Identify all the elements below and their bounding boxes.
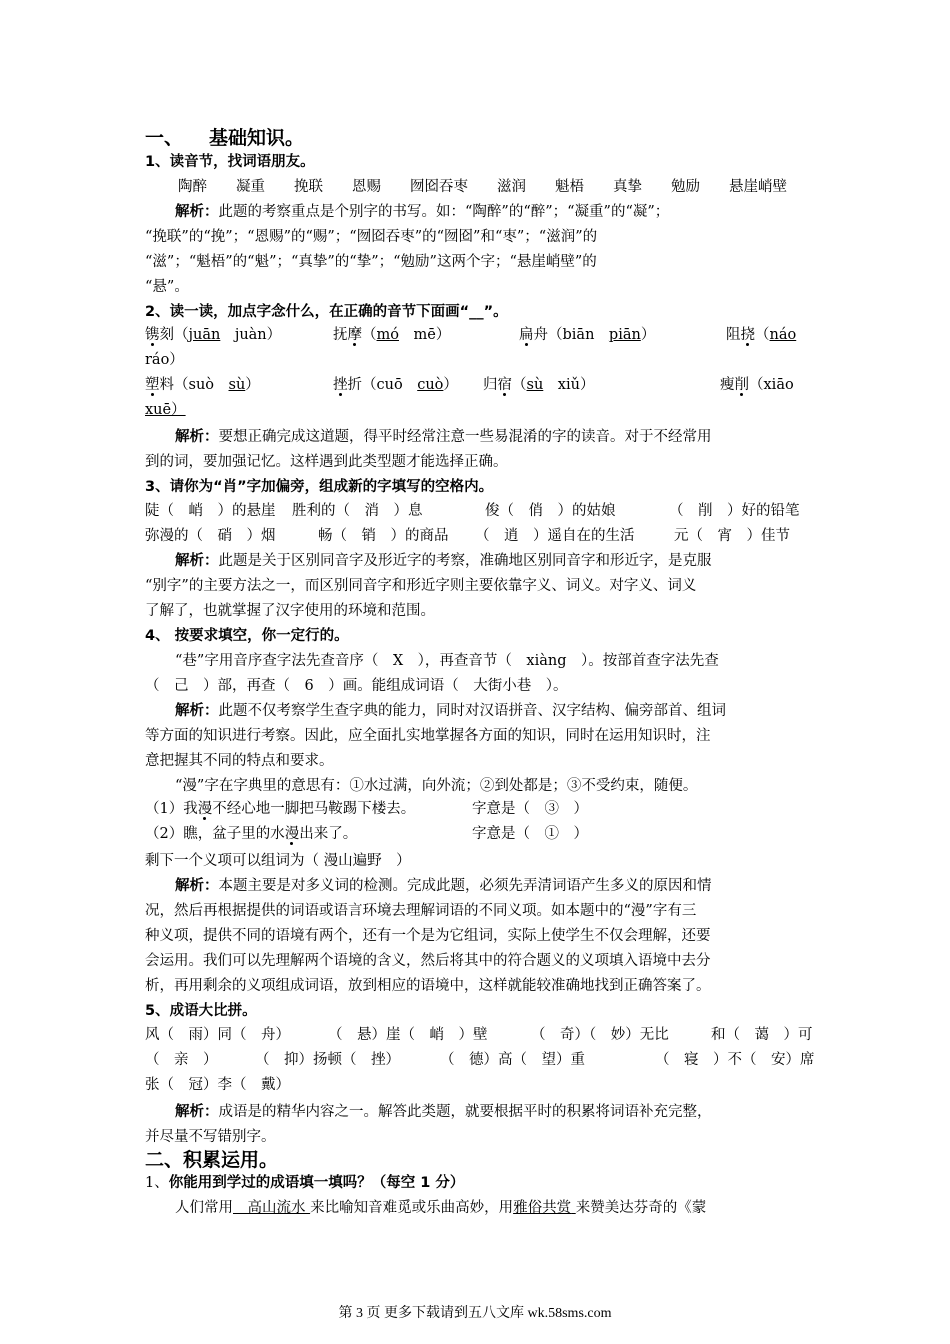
pinyin-item: 瘦削（xiāo [720,377,794,393]
analysis-label: 解析： [175,553,219,569]
pinyin-item: 阻挠（náo [726,327,797,343]
question-title: 3、请你为“肖”字加偏旁，组成新的字填写的空格内。 [145,479,494,495]
section-number: 一、 [145,127,184,149]
analysis-text: 并尽量不写错别字。 [145,1129,276,1145]
fill-item: 元（ 宵 ）佳节 [674,528,790,544]
idiom-item: （ 寝 ）不（ 安）席 [655,1052,815,1068]
fill-item: （ 削 ）好的铅笔 [669,503,800,519]
fill-item: 胜利的（ 消 ）息 [292,503,423,519]
analysis-text: 析，再用剩余的义项组成词语，放到相应的语境中，这样就能较准确地找到正确答案了。 [145,978,711,994]
analysis-text: “挽联”的“挽”；“恩赐”的“赐”；“囫囵吞枣”的“囫囵”和“枣”；“滋润”的 [145,229,598,245]
question-text: “巷”字用音序查字法先查音序（ X ），再查音节（ xiàng ）。按部首查字法先查 [175,653,719,669]
analysis-text: 此题不仅考察学生查字典的能力，同时对汉语拼音、汉字结构、偏旁部首、组词 [218,703,726,719]
idiom-item: （ 亲 ） [145,1052,218,1068]
section-heading [145,126,810,150]
idiom-item: （ 抑）扬顿（ 挫） [255,1052,400,1068]
question-title: 5、成语大比拼。 [145,1003,257,1019]
fill-item: （ 逍 ）遥自在的生活 [475,528,635,544]
analysis-label: 解析： [175,429,219,445]
analysis-paragraph [145,551,810,571]
pinyin-item: 塑料（suò sù） [145,377,260,393]
analysis-text: 了解了，也就掌握了汉字使用的环境和范围。 [145,603,435,619]
answer-blank: 雅俗共赏 [513,1200,572,1216]
question-text: “漫”字在字典里的意思有：①水过满，向外流；②到处都是；③不受约束，随便。 [175,778,698,794]
analysis-text: 要想正确完成这道题，得平时经常注意一些易混淆的字的读音。对于不经常用 [218,429,712,445]
page-footer: 第 3 页 更多下载请到五八文库 wk.58sms.com [338,1306,612,1321]
analysis-text: 等方面的知识进行考察。因此，应全面扎实地掌握各方面的知识，同时在运用知识时，注 [145,728,711,744]
word-item: 魁梧 [555,179,584,195]
pinyin-item: 镌刻（juān juàn） [145,327,282,343]
fill-item: 弥漫的（ 硝 ）烟 [145,528,276,544]
fill-item: 畅（ 销 ）的商品 [318,528,449,544]
pinyin-wrap: ráo） [145,352,184,368]
sentence-row: （1）我漫不经心地一脚把马鞍踢下楼去。 字意是（ ③ ） [145,801,588,817]
sentence-row: （2）瞧，盆子里的水漫出来了。 字意是（ ① ） [145,826,588,842]
analysis-label: 解析： [175,1104,219,1120]
answer-blank: 高山流水 [233,1200,306,1216]
analysis-text: “滋”；“魁梧”的“魁”；“真挚”的“挚”；“勉励”这两个字；“悬崖峭壁”的 [145,254,597,270]
analysis-label: 解析： [175,204,219,220]
word-item: 恩赐 [352,179,381,195]
question-title: 1、你能用到学过的成语填一填吗？（每空 1 分） [145,1175,465,1191]
analysis-text: 况，然后再根据提供的词语或语言环境去理解词语的不同义项。如本题中的“漫”字有三 [145,903,697,919]
analysis-text: 意把握其不同的特点和要求。 [145,753,334,769]
question-title: 1、读音节，找词语朋友。 [145,154,315,170]
word-item: 陶醉 [178,179,207,195]
analysis-paragraph [145,1102,810,1122]
idiom-item: 和（ 蔼 ）可 [711,1027,813,1043]
pinyin-wrap: xuē） [145,402,186,418]
section-heading: 二、积累运用。 [145,1149,279,1171]
analysis-text: 此题的考察重点是个别字的书写。如：“陶醉”的“醉”；“凝重”的“凝”； [218,204,670,220]
analysis-text: 成语是的精华内容之一。解答此类题，就要根据平时的积累将词语补充完整， [218,1104,712,1120]
answer-text: 字意是（ ① ） [472,826,588,842]
pinyin-item: 扁舟（biān piān） [519,327,656,343]
analysis-text: 会运用。我们可以先理解两个语境的含义，然后将其中的符合题义的义项填入语境中去分 [145,953,711,969]
question-text: 人们常用 高山流水 来比喻知音难觅或乐曲高妙，用雅俗共赏 来赞美达芬奇的《蒙 [175,1200,707,1216]
analysis-label: 解析： [175,703,219,719]
word-item: 真挚 [613,179,642,195]
analysis-text: 此题是关于区别同音字及形近字的考察，准确地区别同音字和形近字，是克服 [218,553,712,569]
analysis-paragraph [145,701,810,721]
fill-item: 俊（ 俏 ）的姑娘 [485,503,616,519]
word-item: 囫囵吞枣 [410,179,468,195]
word-item: 悬崖峭壁 [729,179,787,195]
idiom-row: 张（ 冠）李（ 戴） [145,1077,290,1093]
idiom-item: （ 奇）（ 妙）无比 [531,1027,669,1043]
analysis-paragraph [145,427,810,447]
analysis-text: 到的词，要加强记忆。这样遇到此类型题才能选择正确。 [145,454,508,470]
word-item: 滋润 [497,179,526,195]
idiom-item: 风（ 雨）同（ 舟） [145,1027,290,1043]
pinyin-item: 挫折（cuō cuò） [333,377,458,393]
analysis-paragraph [145,202,810,222]
section-title: 基础知识。 [209,127,305,149]
word-item: 勉励 [671,179,700,195]
question-title: 4、 按要求填空，你一定行的。 [145,628,349,644]
word-list [145,177,810,197]
analysis-text: 本题主要是对多义词的检测。完成此题，必须先弄清词语产生多义的原因和情 [218,878,712,894]
analysis-text: “别字”的主要方法之一，而区别同音字和形近字则主要依靠字义、词义。对字义、词义 [145,578,697,594]
pinyin-item: 抚摩（mó mē） [333,327,451,343]
question-title: 2、读一读，加点字念什么，在正确的音节下面画“__”。 [145,304,508,320]
idiom-item: （ 悬）崖（ 峭 ）壁 [328,1027,488,1043]
question-text: 剩下一个义项可以组词为（ 漫山遍野 ） [145,853,411,869]
fill-item: 陡（ 峭 ）的悬崖 [145,503,276,519]
analysis-label: 解析： [175,878,219,894]
analysis-text: 种义项，提供不同的语境有两个，还有一个是为它组词，实际上使学生不仅会理解，还要 [145,928,711,944]
answer-text: 字意是（ ③ ） [472,801,588,817]
word-item: 挽联 [294,179,323,195]
word-item: 凝重 [236,179,265,195]
analysis-paragraph [145,876,810,896]
pinyin-item: 归宿（sù xiǔ） [483,377,595,393]
question-text: （ 己 ）部，再查（ 6 ）画。能组成词语（ 大街小巷 ）。 [145,678,568,694]
idiom-item: （ 德）高（ 望）重 [440,1052,585,1068]
analysis-text: “悬”。 [145,279,189,295]
